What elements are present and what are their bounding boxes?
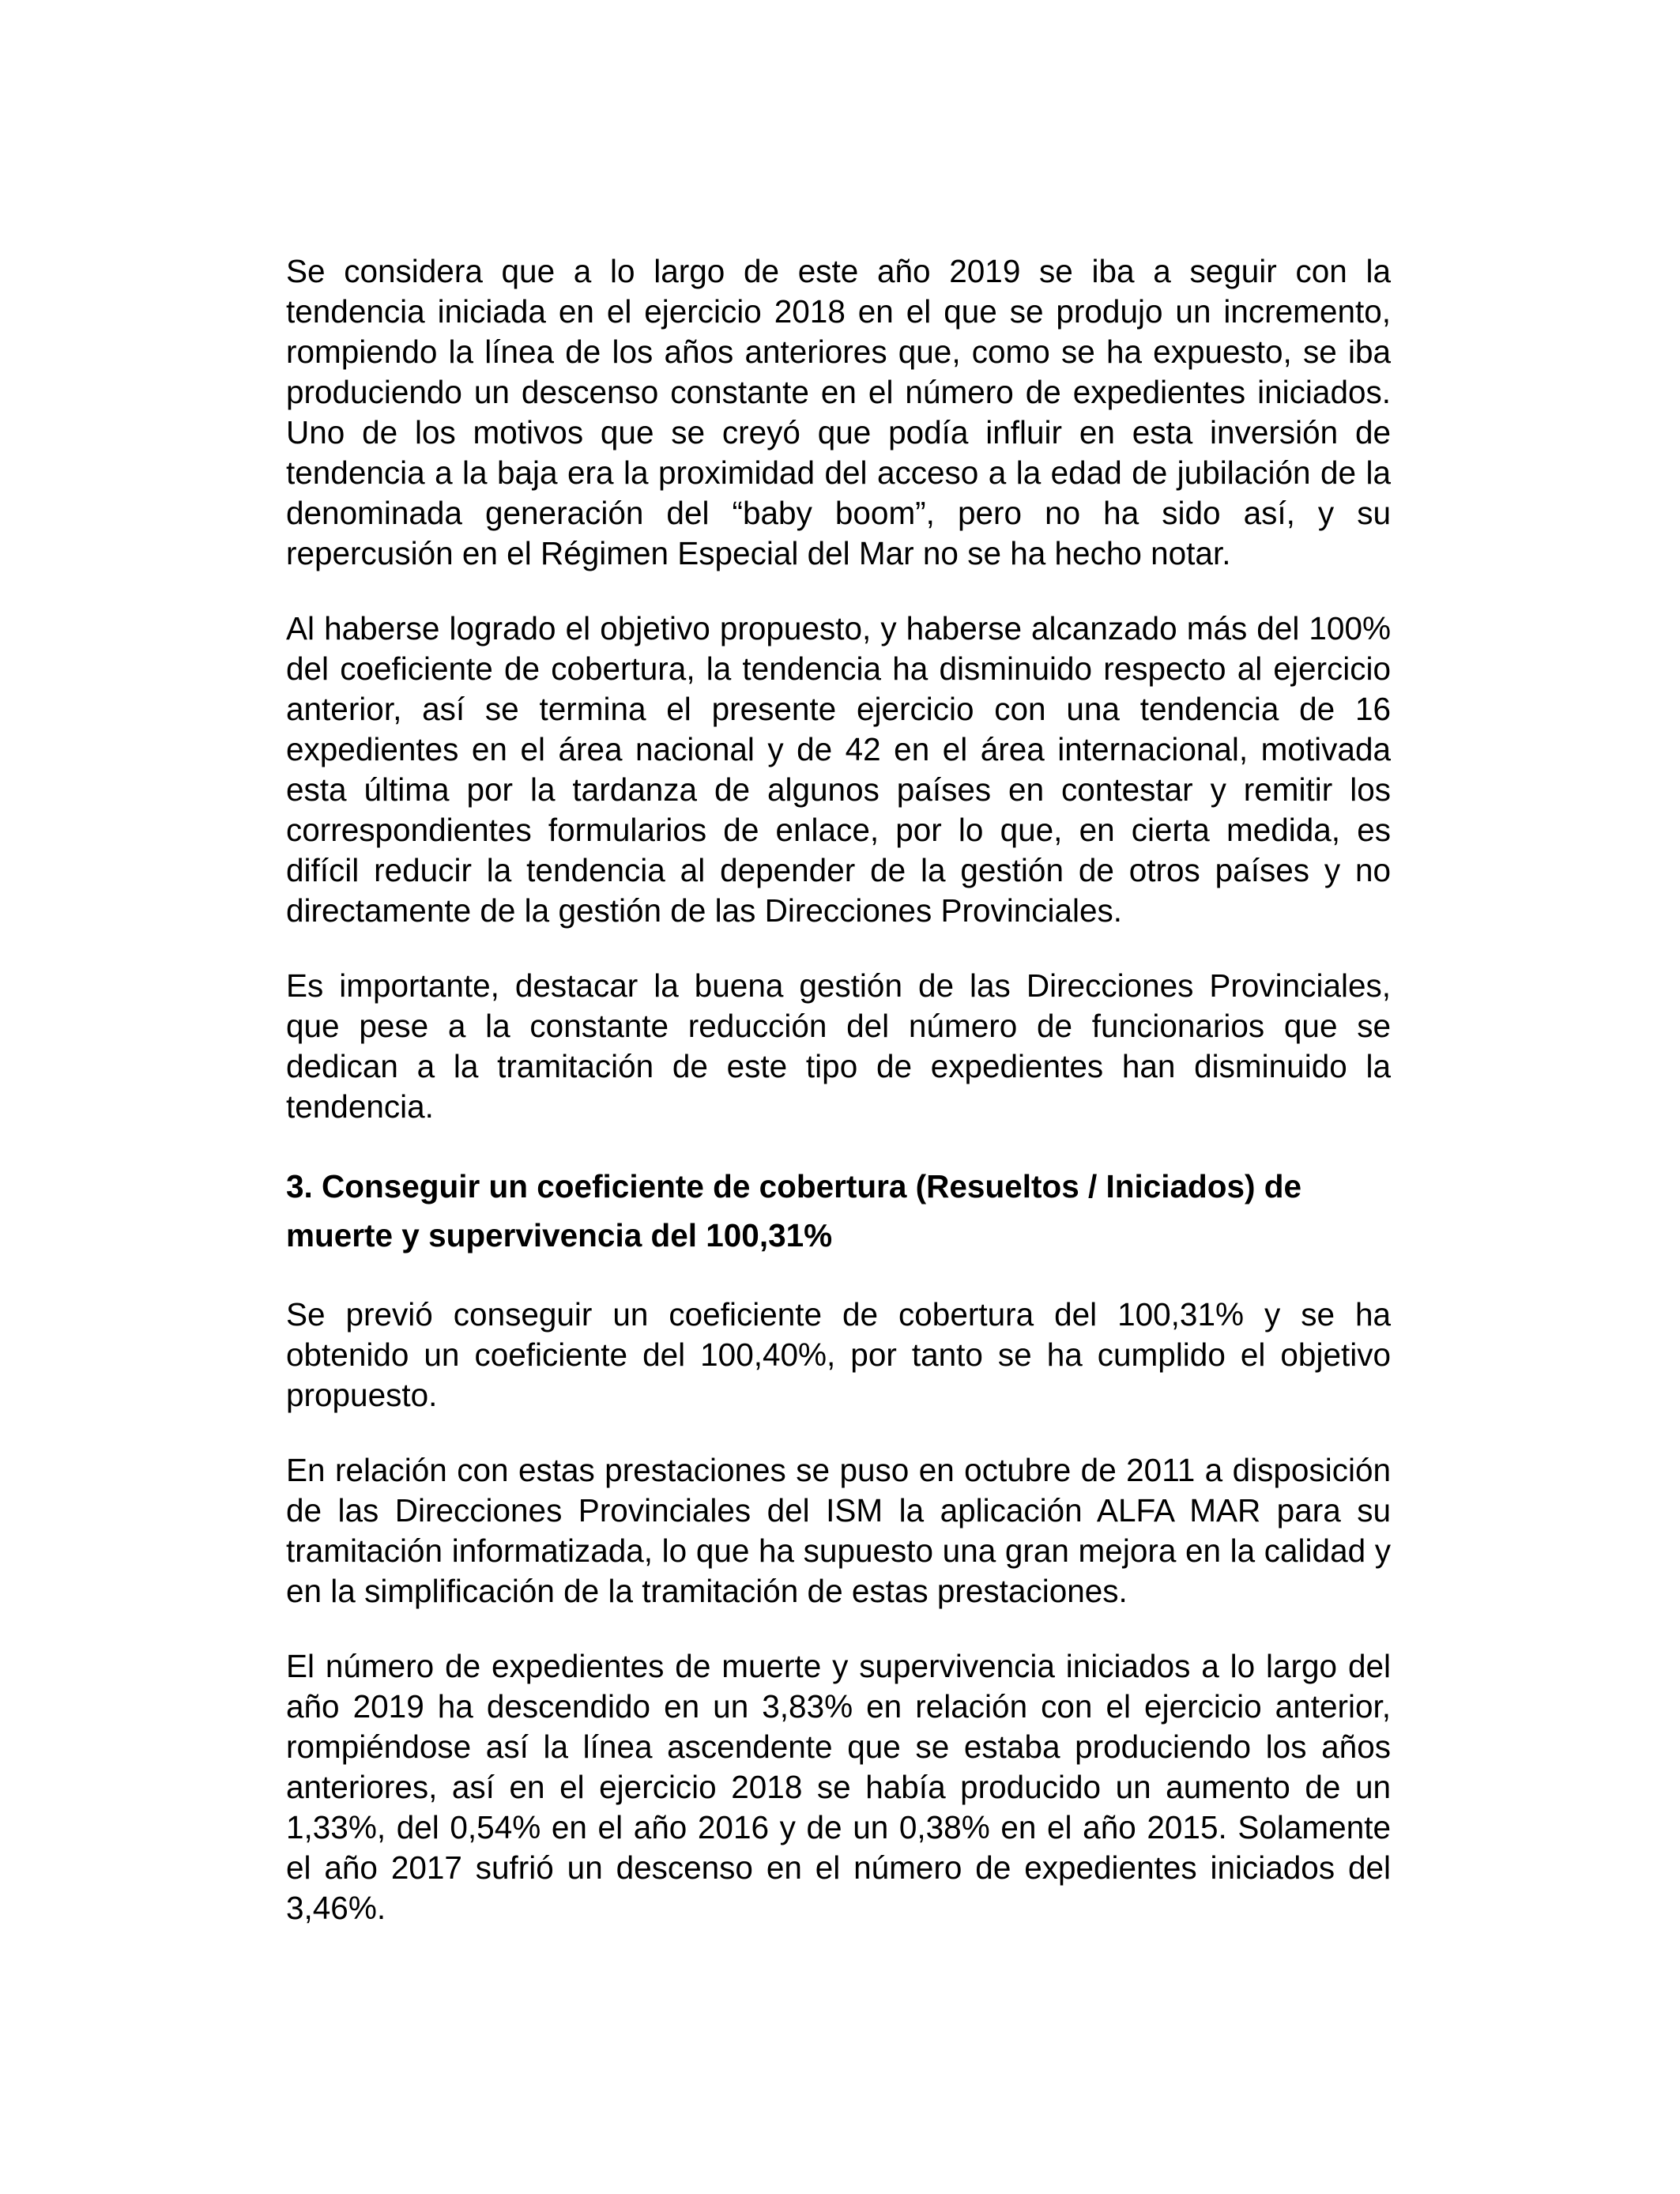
document-body xyxy=(286,251,1391,1963)
paragraph-coeficiente-obtenido: Se previó conseguir un coeficiente de cobertura del 100,31% y se ha obtenido un coeficiente del 100,40%, por tanto se ha cumplido el objetivo propuesto. xyxy=(286,1296,1391,1413)
paragraph-buena-gestion: Es importante, destacar la buena gestión de las Direcciones Provinciales, que pese a la constante reducción del número de funcionarios que se dedican a la tramitación de este tipo de expedientes han disminuido la tendencia. xyxy=(286,967,1391,1125)
paragraph-alfa-mar: En relación con estas prestaciones se puso en octubre de 2011 a disposición de las Direcciones Provinciales del ISM la aplicación ALFA MAR para su tramitación informatizada, lo que ha supuesto una gran mejora en la calidad y en la simplificación de la tramitación de estas prestaciones. xyxy=(286,1452,1391,1609)
section-heading-3: 3. Conseguir un coeficiente de cobertura (Resueltos / Iniciados) de muerte y supervivencia del 100,31% xyxy=(286,1168,1302,1253)
paragraph-tendencia-2019: Se considera que a lo largo de este año 2019 se iba a seguir con la tendencia iniciada en el ejercicio 2018 en el que se produjo un incremento, rompiendo la línea de los años anteriores que, como se ha expuesto, se iba produciendo un descenso constante en el número de expedientes iniciados. Uno de los motivos que se creyó que podía influir en esta inversión de tendencia a la baja era la proximidad del acceso a la edad de jubilación de la denominada generación del “baby boom”, pero no ha sido así, y su repercusión en el Régimen Especial del Mar no se ha hecho notar. xyxy=(286,253,1391,571)
paragraph-objetivo-logrado: Al haberse logrado el objetivo propuesto, y haberse alcanzado más del 100% del coeficiente de cobertura, la tendencia ha disminuido respecto al ejercicio anterior, así se termina el presente ejercicio con una tendencia de 16 expedientes en el área nacional y de 42 en el área internacional, motivada esta última por la tardanza de algunos países en contestar y remitir los correspondientes formularios de enlace, por lo que, en cierta medida, es difícil reducir la tendencia al depender de la gestión de otros países y no directamente de la gestión de las Direcciones Provinciales. xyxy=(286,610,1391,929)
paragraph-expedientes-iniciados: El número de expedientes de muerte y supervivencia iniciados a lo largo del año 2019 ha descendido en un 3,83% en relación con el ejercicio anterior, rompiéndose así la línea ascendente que se estaba produciendo los años anteriores, así en el ejercicio 2018 se había producido un aumento de un 1,33%, del 0,54% en el año 2016 y de un 0,38% en el año 2015. Solamente el año 2017 sufrió un descenso en el número de expedientes iniciados del 3,46%. xyxy=(286,1648,1391,1926)
